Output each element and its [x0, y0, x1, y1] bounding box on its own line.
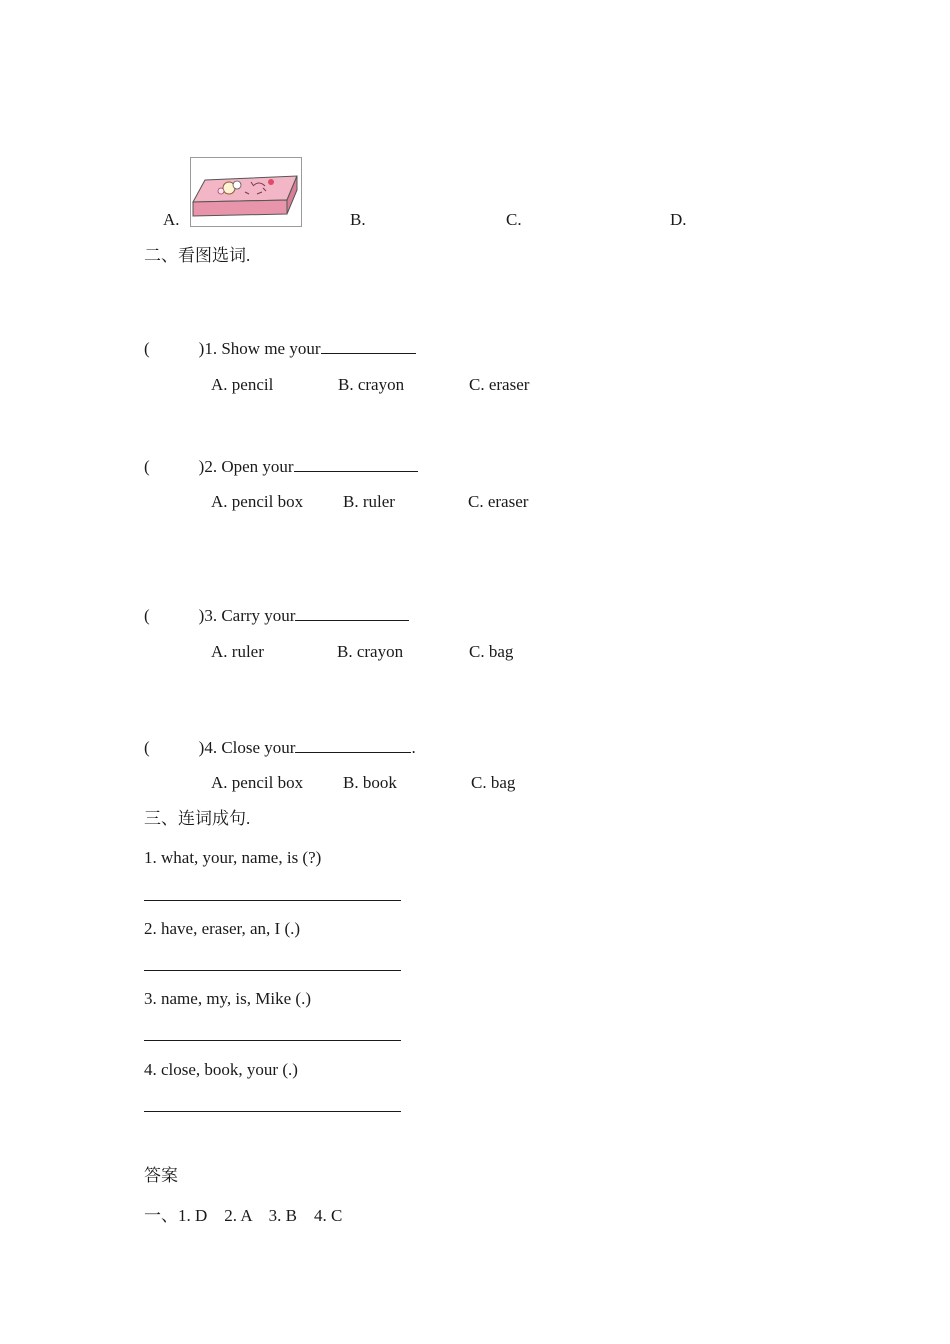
- sentence-item-4: 4. close, book, your (.): [144, 1060, 298, 1079]
- fill-blank[interactable]: [295, 751, 411, 753]
- answer-line-3[interactable]: [144, 1040, 401, 1041]
- option-b-label: B.: [350, 210, 366, 229]
- q1-option-b: B. crayon: [338, 375, 405, 394]
- question-text: )3. Carry your: [198, 606, 296, 625]
- question-suffix: .: [411, 738, 416, 757]
- answer-line-2[interactable]: [144, 970, 401, 971]
- sentence-item-3: 3. name, my, is, Mike (.): [144, 989, 311, 1008]
- question-2: [144, 458, 418, 475]
- question-1: [144, 340, 416, 357]
- answer-line-4[interactable]: [144, 1111, 401, 1112]
- q1-option-c: C. eraser: [469, 375, 530, 394]
- fill-blank[interactable]: [321, 352, 416, 354]
- answers-line-1: 一、1. D 2. A 3. B 4. C: [144, 1206, 343, 1225]
- option-c-label: C.: [506, 210, 522, 229]
- q4-option-a: A. pencil box: [211, 773, 304, 792]
- option-d-label: D.: [670, 210, 687, 229]
- q2-option-b: B. ruler: [343, 492, 395, 511]
- answer-line-1[interactable]: [144, 900, 401, 901]
- fill-blank[interactable]: [295, 619, 409, 621]
- sentence-item-2: 2. have, eraser, an, I (.): [144, 919, 301, 938]
- question-3: [144, 607, 409, 624]
- option-a-label: A.: [163, 210, 180, 229]
- q2-option-a: A. pencil box: [211, 492, 304, 511]
- q3-option-c: C. bag: [469, 642, 514, 661]
- question-text: )1. Show me your: [198, 339, 321, 358]
- paren-open: (: [144, 339, 150, 358]
- answers-heading: 答案: [144, 1166, 178, 1185]
- pencil-box-image: [190, 157, 302, 227]
- section3-heading: 三、连词成句.: [144, 809, 251, 828]
- section2-heading: 二、看图选词.: [144, 246, 251, 265]
- q3-option-b: B. crayon: [337, 642, 404, 661]
- fill-blank[interactable]: [294, 470, 418, 472]
- paren-open: (: [144, 606, 150, 625]
- sentence-item-1: 1. what, your, name, is (?): [144, 848, 322, 867]
- paren-open: (: [144, 457, 150, 476]
- paren-open: (: [144, 738, 150, 757]
- q2-option-c: C. eraser: [468, 492, 529, 511]
- q3-option-a: A. ruler: [211, 642, 264, 661]
- pencil-box-picture-icon: [191, 158, 301, 226]
- q1-option-a: A. pencil: [211, 375, 274, 394]
- q4-option-c: C. bag: [471, 773, 516, 792]
- q4-option-b: B. book: [343, 773, 397, 792]
- question-text: )4. Close your: [198, 738, 296, 757]
- question-4: [144, 739, 416, 756]
- question-text: )2. Open your: [198, 457, 294, 476]
